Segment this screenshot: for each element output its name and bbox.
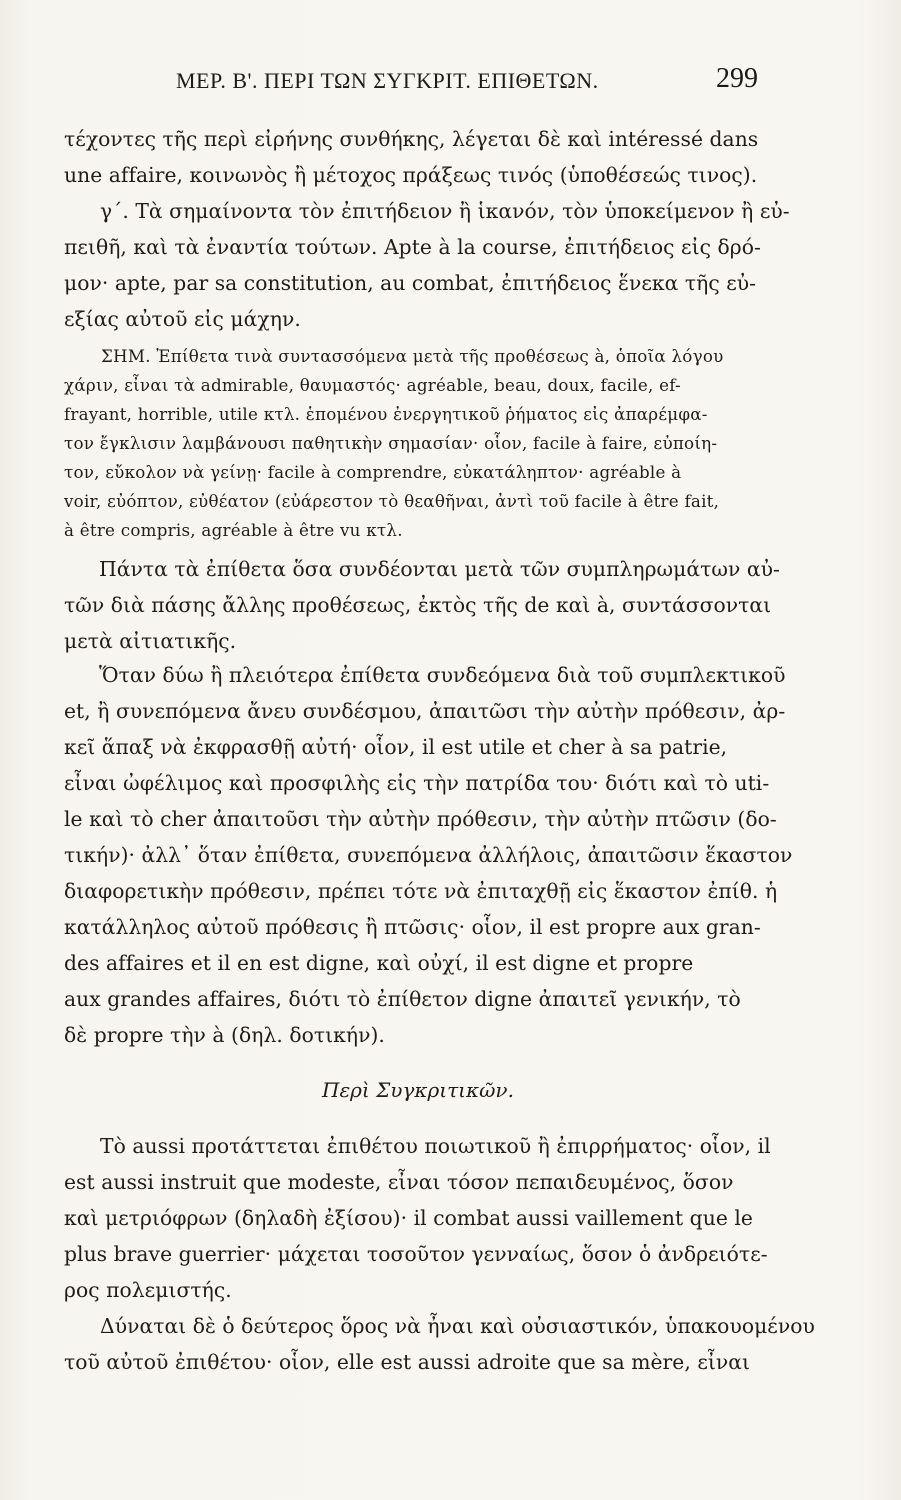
- text-line: est aussi instruit que modeste, εἶναι τόσον πεπαιδευμένος, ὅσον: [64, 1170, 734, 1194]
- text-line: εξίας αὐτοῦ εἰς μάχην.: [64, 307, 301, 331]
- text-line: une affaire, κοινωνὸς ἢ μέτοχος πράξεως τινός (ὑποθέσεώς τινος).: [64, 163, 758, 187]
- note-line: χάριν, εἶναι τὰ admirable, θαυμαστός· agréable, beau, doux, facile, ef-: [64, 375, 681, 395]
- text-line: πειθῆ, καὶ τὰ ἐναντία τούτων. Apte à la course, ἐπιτήδειος εἰς δρό-: [64, 235, 761, 259]
- text-line: διαφορετικὴν πρόθεσιν, πρέπει τότε νὰ ἐπιταχθῇ εἰς ἕκαστον ἐπίθ. ἡ: [64, 879, 778, 903]
- note-line: τον ἔγκλισιν λαμβάνουσι παθητικὴν σημασίαν· οἷον, facile à faire, εὐποίη-: [64, 433, 718, 453]
- note-line: voir, εὐόπτον, εὐθέατον (εὐάρεστον τὸ θεαθῆναι, ἀντὶ τοῦ facile à être fait,: [64, 491, 720, 511]
- text-line: Πάντα τὰ ἐπίθετα ὅσα συνδέονται μετὰ τῶν συμπληρωμάτων αὐ-: [99, 557, 780, 581]
- note-line: à être compris, agréable à être vu κτλ.: [64, 520, 403, 540]
- text-line: le καὶ τὸ cher ἀπαιτοῦσι τὴν αὐτὴν πρόθεσιν, τὴν αὐτὴν πτῶσιν (δο-: [64, 807, 777, 831]
- text-line: et, ἢ συνεπόμενα ἄνευ συνδέσμου, ἀπαιτῶσι τὴν αὐτὴν πρόθεσιν, ἀρ-: [64, 699, 786, 723]
- text-line: τοῦ αὐτοῦ ἐπιθέτου· οἷον, elle est aussi adroite que sa mère, εἶναι: [64, 1350, 751, 1374]
- text-line: τικήν)· ἀλλ᾽ ὅταν ἐπίθετα, συνεπόμενα ἀλλήλοις, ἀπαιτῶσιν ἕκαστον: [64, 843, 793, 867]
- text-line: τέχοντες τῆς περὶ εἰρήνης συνθήκης, λέγεται δὲ καὶ intéressé dans: [64, 127, 759, 151]
- text-line: τῶν διὰ πάσης ἄλλης προθέσεως, ἐκτὸς τῆς de καὶ à, συντάσσονται: [64, 593, 772, 617]
- text-line: plus brave guerrier· μάχεται τοσοῦτον γενναίως, ὅσον ὁ ἀνδρειότε-: [64, 1242, 768, 1266]
- note-line: frayant, horrible, utile κτλ. ἑπομένου ἐνεργητικοῦ ῥήματος εἰς ἀπαρέμφα-: [64, 404, 708, 424]
- page-number: 299: [716, 63, 758, 94]
- text-line: des affaires et il en est digne, καὶ οὐχί, il est digne et propre: [64, 951, 694, 975]
- text-line: Ὅταν δύω ἢ πλειότερα ἐπίθετα συνδεόμενα διὰ τοῦ συμπλεκτικοῦ: [99, 663, 786, 687]
- text-line: δὲ propre τὴν à (δηλ. δοτικήν).: [64, 1023, 385, 1047]
- text-line: κεῖ ἅπαξ νὰ ἐκφρασθῇ αὐτή· οἷον, il est utile et cher à sa patrie,: [64, 735, 728, 759]
- text-line: γ΄. Τὰ σημαίνοντα τὸν ἐπιτήδειον ἢ ἱκανόν, τὸν ὑποκείμενον ἢ εὐ-: [100, 199, 790, 223]
- section-heading: Περὶ Συγκριτικῶν.: [322, 1078, 514, 1102]
- note-line: ΣΗΜ. Ἐπίθετα τινὰ συντασσόμενα μετὰ τῆς προθέσεως à, ὁποῖα λόγου: [101, 346, 724, 366]
- text-line: Δύναται δὲ ὁ δεύτερος ὅρος νὰ ἦναι καὶ οὐσιαστικόν, ὑπακουομένου: [100, 1314, 815, 1338]
- text-line: μετὰ αἰτιατικῆς.: [64, 629, 237, 653]
- text-line: aux grandes affaires, διότι τὸ ἐπίθετον digne ἀπαιτεῖ γενικήν, τὸ: [64, 987, 741, 1011]
- text-line: Τὸ aussi προτάττεται ἐπιθέτου ποιωτικοῦ ἢ ἐπιρρήματος· οἷον, il: [100, 1134, 771, 1158]
- text-line: μον· apte, par sa constitution, au combat, ἐπιτήδειος ἕνεκα τῆς εὐ-: [64, 271, 757, 295]
- text-line: εἶναι ὠφέλιμος καὶ προσφιλὴς εἰς τὴν πατρίδα του· διότι καὶ τὸ uti-: [64, 771, 770, 795]
- text-line: καὶ μετριόφρων (δηλαδὴ ἐξίσου)· il combat aussi vaillement que le: [64, 1206, 753, 1230]
- text-line: κατάλληλος αὐτοῦ πρόθεσις ἢ πτῶσις· οἷον, il est propre aux gran-: [64, 915, 761, 939]
- note-line: τον, εὔκολον νὰ γείνῃ· facile à comprendre, εὐκατάληπτον· agréable à: [64, 462, 682, 482]
- running-title: ΜΕΡ. Β'. ΠΕΡΙ ΤΩΝ ΣΥΓΚΡΙΤ. ΕΠΙΘΕΤΩΝ.: [176, 68, 599, 93]
- text-line: ρος πολεμιστής.: [64, 1278, 232, 1302]
